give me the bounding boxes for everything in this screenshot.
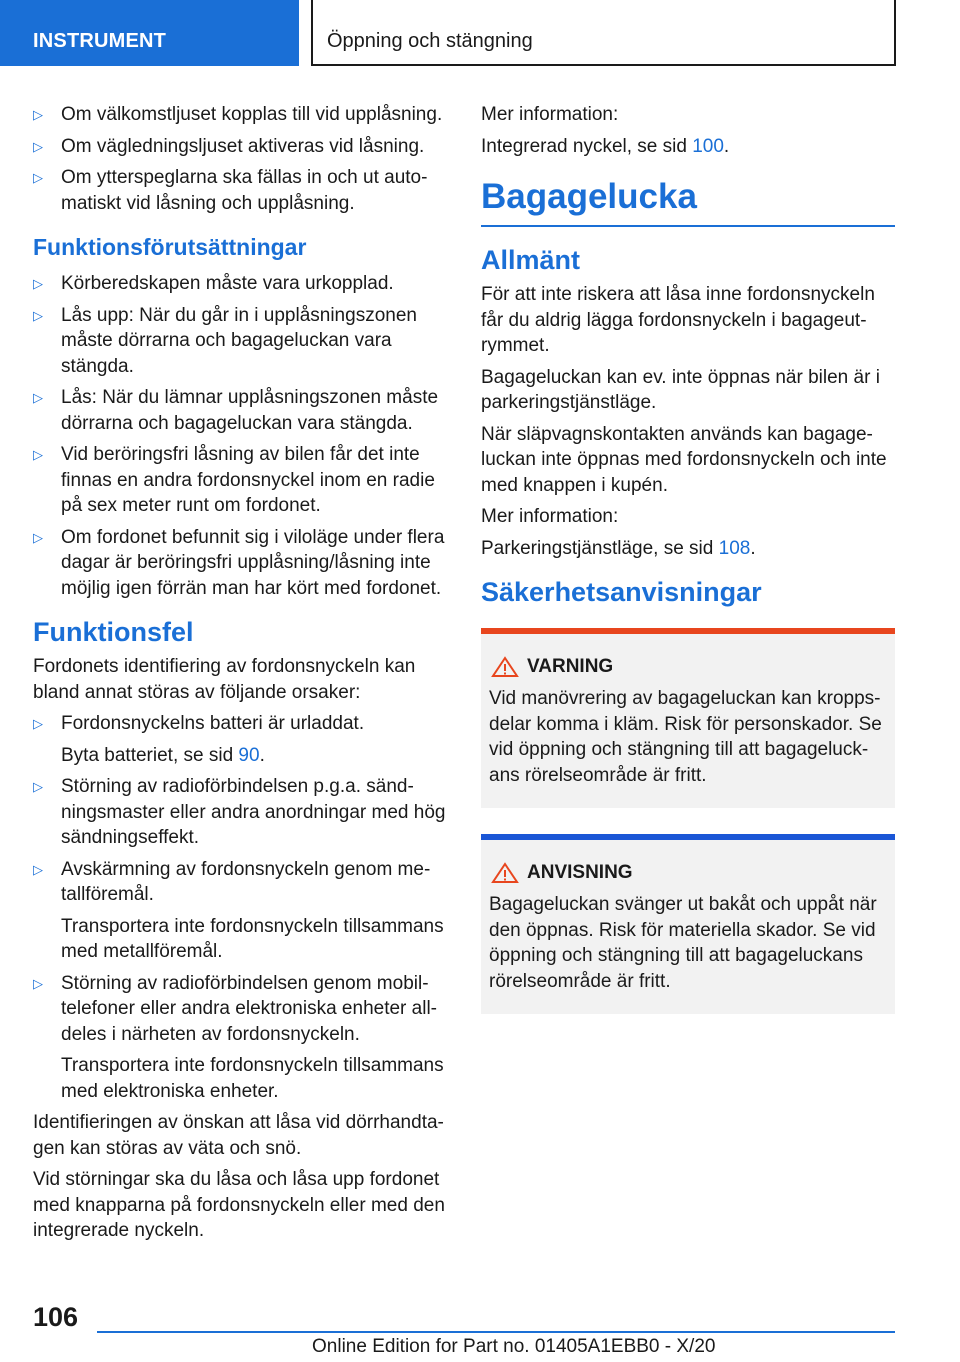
notice-header: ANVISNING	[489, 862, 887, 884]
chapter-title: Öppning och stängning	[311, 0, 896, 66]
triangle-right-icon: ▷	[33, 716, 43, 731]
malfunction-intro: Fordonets identifiering av fordonsnyckeln kan bland annat störas av följande orsaker:	[33, 656, 416, 703]
intro-list	[33, 102, 449, 216]
triangle-right-icon: ▷	[33, 529, 43, 545]
edition-text: Online Edition for Part no. 01405A1EBB0 - X/20	[312, 1336, 716, 1357]
notice-box	[481, 834, 895, 1014]
paragraph: När släpvagnskontakten används kan bagage-luckan inte öppnas med fordonsnyckeln och inte med knappen i kupén.	[481, 423, 887, 496]
footer-divider	[97, 1331, 895, 1333]
section-tab[interactable]: INSTRUMENT	[0, 0, 299, 66]
list-item: ▷ Störning av radioförbindelsen genom mobil-telefoner eller andra elektroniska enheter all-deles i närheten av fordonsnyckeln. Transportera inte fordonsnyckeln tillsammans med elektroniska enheter.	[33, 971, 449, 1105]
list-item-note: Transportera inte fordonsnyckeln tillsammans med metallföremål.	[61, 915, 444, 962]
more-info-label: Mer information:	[481, 104, 619, 125]
page-link[interactable]: 90	[238, 744, 260, 766]
paragraph: Bagageluckan kan ev. inte öppnas när bilen är i parkeringstjänstläge.	[481, 366, 880, 413]
list-item-note: Transportera inte fordonsnyckeln tillsammans med elektroniska enheter.	[61, 1055, 444, 1102]
warning-triangle-icon	[489, 656, 521, 678]
paragraph: Identifieringen av önskan att låsa vid dörrhandta-gen kan störas av väta och snö.	[33, 1112, 444, 1159]
page-number: 106	[33, 1302, 79, 1332]
paragraph: För att inte riskera att låsa inne fordonsnyckeln får du aldrig lägga fordonsnyckeln i bagageut-rymmet.	[481, 284, 875, 356]
list-item: ▷ Fordonsnyckelns batteri är urladdat. Byta batteriet, se sid 90.	[33, 711, 449, 768]
list-item: ▷ Lås: När du lämnar upplåsningszonen måste dörrarna och bagageluckan vara stängda.	[33, 387, 439, 434]
list-item: ▷ Avskärmning av fordonsnyckeln genom me-tallföremål. Transportera inte fordonsnyckeln tillsammans med metallföremål.	[33, 857, 449, 965]
more-info-label: Mer information:	[481, 506, 619, 527]
section-heading-safety: Säkerhetsanvisningar	[481, 577, 762, 607]
list-item: ▷ Störning av radioförbindelsen p.g.a. sänd-ningsmaster eller andra anordningar med hög sändningseffekt.	[33, 776, 446, 848]
warning-header: VARNING	[489, 656, 887, 678]
warning-text: Vid manövrering av bagageluckan kan kropps-delar komma i kläm. Risk för personskador. Se vid öppning och stängning till att bagageluck-ans rörelseområde är fritt.	[489, 688, 882, 786]
section-heading-general: Allmänt	[481, 245, 581, 275]
page-header	[0, 0, 960, 66]
malfunction-list	[33, 711, 449, 1104]
triangle-right-icon: ▷	[33, 307, 43, 323]
section-heading-prerequisites: Funktionsförutsättningar	[33, 234, 307, 260]
triangle-right-icon: ▷	[33, 861, 43, 877]
page-link[interactable]: 108	[718, 537, 751, 559]
triangle-right-icon: ▷	[33, 975, 43, 991]
triangle-right-icon: ▷	[33, 107, 43, 122]
cross-reference: Parkeringstjänstläge, se sid 108.	[481, 537, 756, 559]
list-item-note: Byta batteriet, se sid 90.	[61, 744, 265, 766]
triangle-right-icon: ▷	[33, 390, 43, 405]
right-column	[481, 102, 895, 1032]
triangle-right-icon: ▷	[33, 276, 43, 291]
triangle-right-icon: ▷	[33, 138, 43, 154]
page-link[interactable]: 100	[692, 135, 724, 157]
section-heading-malfunction: Funktionsfel	[33, 617, 194, 647]
triangle-right-icon: ▷	[33, 779, 43, 794]
warning-triangle-icon	[489, 862, 521, 884]
list-item: ▷ Om vägledningsljuset aktiveras vid låsning.	[33, 134, 449, 160]
list-item: ▷ Körberedskapen måste vara urkopplad.	[33, 271, 449, 297]
chapter-heading-trunk: Bagagelucka	[481, 177, 895, 227]
left-column	[33, 102, 449, 1250]
triangle-right-icon: ▷	[33, 170, 43, 185]
list-item: ▷ Om välkomstljuset kopplas till vid upplåsning.	[33, 102, 449, 128]
list-item: ▷ Om ytterspeglarna ska fällas in och ut auto-matiskt vid låsning och upplåsning.	[33, 167, 428, 214]
list-item: ▷ Lås upp: När du går in i upplåsningszonen måste dörrarna och bagageluckan vara stängda.	[33, 304, 417, 377]
paragraph: Vid störningar ska du låsa och låsa upp fordonet med knapparna på fordonsnyckeln eller med den integrerade nyckeln.	[33, 1169, 445, 1241]
list-item: ▷ Om fordonet befunnit sig i viloläge under flera dagar är beröringsfri upplåsning/låsning inte möjlig igen förrän man har kört med fordonet.	[33, 526, 445, 599]
notice-text: Bagageluckan svänger ut bakåt och uppåt när den öppnas. Risk för materiella skador. Se vid öppning och stängning till att bagageluckans rörelseområde är fritt.	[489, 894, 877, 992]
prerequisites-list	[33, 271, 449, 601]
warning-box	[481, 628, 895, 808]
cross-reference: Integrerad nyckel, se sid 100.	[481, 135, 730, 157]
triangle-right-icon: ▷	[33, 447, 43, 462]
list-item: ▷ Vid beröringsfri låsning av bilen får det inte finnas en andra fordonsnyckel inom en radie på sex meter runt om fordonet.	[33, 444, 435, 516]
